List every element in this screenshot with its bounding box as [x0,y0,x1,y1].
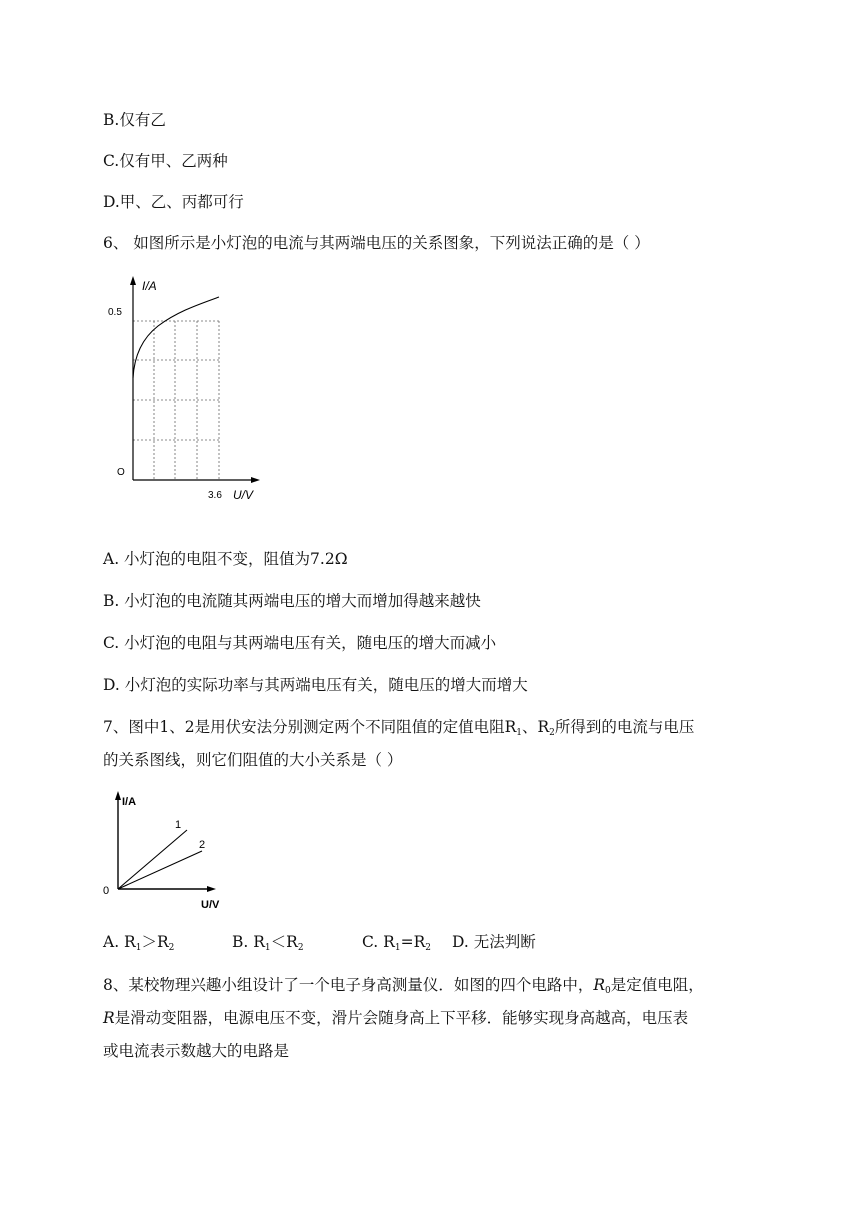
q6-x-label: U/V [233,488,254,502]
q7-option-a: A. $R_1>R_2$ [103,933,175,953]
q7-x-label: U/V [201,899,220,911]
q6-x-arrow [251,477,260,483]
q7-stem-line1: 7、图中1、2是用伏安法分别测定两个不同阻值的定值电阻$R_1$、$R_2$所得到的电流与电压 [103,718,695,738]
q7-option-b: B. $R_1<R_2$ [232,933,304,953]
q7-line2-label: 2 [199,839,206,851]
q6-y-tick: 0.5 [108,307,122,318]
q6-option-b: B. 小灯泡的电流随其两端电压的增大而增加得越来越快 [103,592,481,610]
q7-iu-graph [95,785,235,915]
q6-option-a: A. 小灯泡的电阻不变，阻值为7.2Ω [103,550,348,568]
q6-iu-graph [100,270,290,505]
q6-origin: O [117,467,125,478]
q7-line1-label: 1 [175,819,182,831]
q7-stem-line2: 的关系图线，则它们阻值的大小关系是（ ） [103,751,403,769]
q7-option-c: C. $R_1=R_2$ [362,933,431,953]
q7-origin: 0 [103,885,110,897]
q6-curve [133,297,219,378]
option-c-prev: C.仅有甲、乙两种 [103,152,228,170]
q7-y-label: I/A [122,796,137,808]
q6-option-d: D. 小灯泡的实际功率与其两端电压有关，随电压的增大而增大 [103,676,528,694]
q8-line2: R是滑动变阻器，电源电压不变，滑片会随身高上下平移．能够实现身高越高，电压表 [103,1009,689,1027]
q6-y-arrow [130,276,136,285]
q7-y-arrow [115,791,121,800]
option-b-prev: B.仅有乙 [103,111,166,129]
q7-option-d: D. 无法判断 [452,933,536,951]
q7-line-2 [118,851,202,889]
q8-line1: 8、某校物理兴趣小组设计了一个电子身高测量仪．如图的四个电路中，$R_0$是定值电阻， [103,976,704,996]
q6-y-label: I/A [142,279,157,293]
q6-grid [133,321,219,480]
q6-x-tick: 3.6 [208,490,222,501]
q7-line-1 [118,830,187,889]
q7-x-arrow [207,886,216,892]
option-d-prev: D.甲、乙、丙都可行 [103,193,244,211]
q6-stem: 6、 如图所示是小灯泡的电流与其两端电压的关系图象，下列说法正确的是（ ） [103,234,650,252]
q8-line3: 或电流表示数越大的电路是 [103,1042,290,1060]
q6-option-c: C. 小灯泡的电阻与其两端电压有关，随电压的增大而减小 [103,634,497,652]
